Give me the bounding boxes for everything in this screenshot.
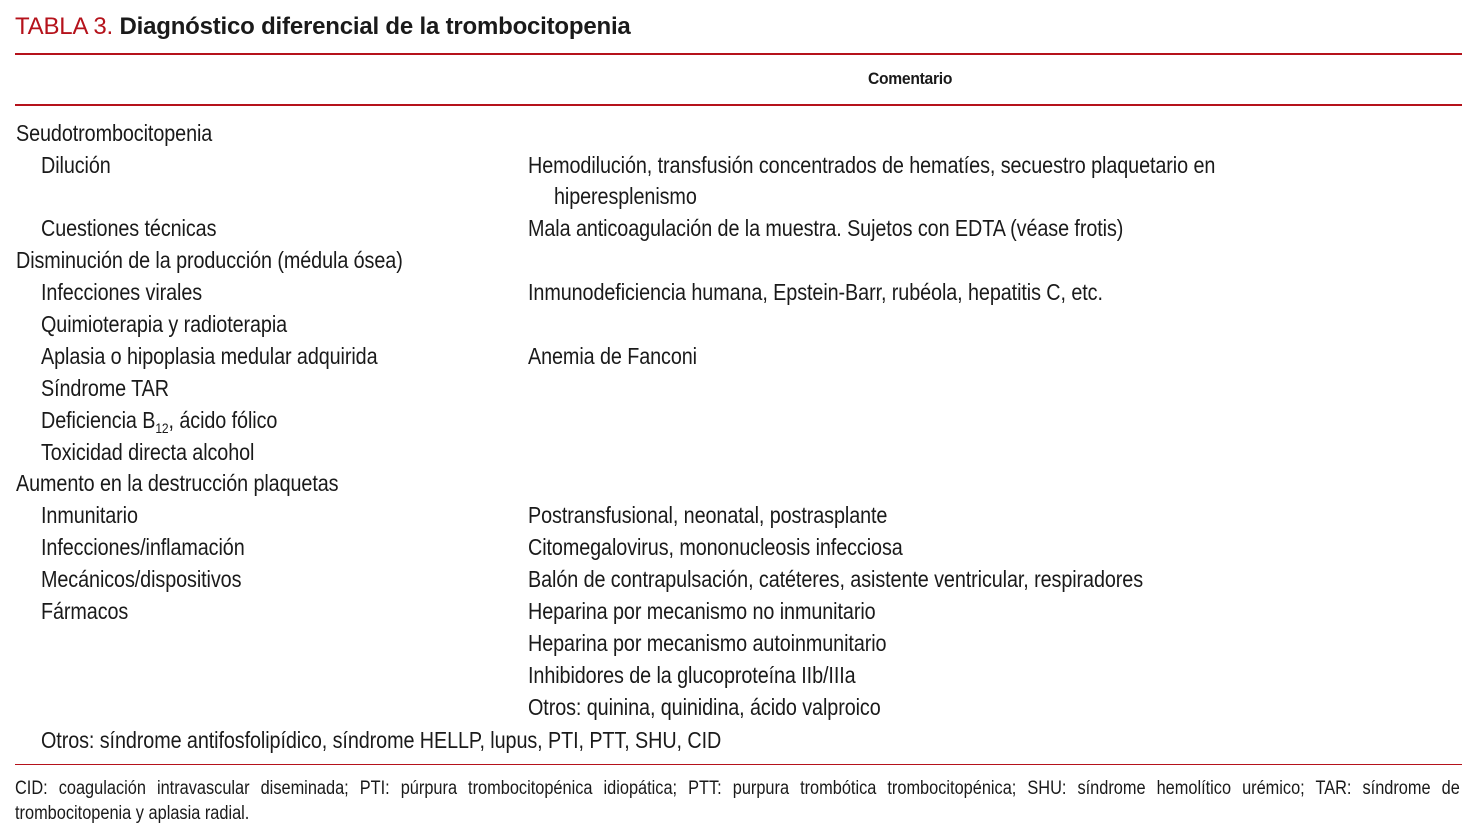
row-cause: Fármacos — [41, 598, 129, 624]
row-cause: Síndrome TAR — [41, 375, 169, 401]
row-cause: Quimioterapia y radioterapia — [41, 311, 288, 337]
row-comment: Hemodilución, transfusión concentrados de hematíes, secuestro plaquetario en — [528, 152, 1216, 178]
table-title — [15, 12, 631, 42]
row-cause: Cuestiones técnicas — [41, 215, 217, 241]
table-caption: Diagnóstico diferencial de la trombocitopenia — [119, 13, 631, 40]
row-comment: Citomegalovirus, mononucleosis infecciosa — [528, 534, 903, 560]
row-group-label: Seudotrombocitopenia — [16, 120, 213, 146]
row-comment: Inmunodeficiencia humana, Epstein-Barr, rubéola, hepatitis C, etc. — [528, 279, 1103, 305]
row-comment: Balón de contrapulsación, catéteres, asistente ventricular, respiradores — [528, 566, 1144, 592]
row-comment: Postransfusional, neonatal, postrasplante — [528, 502, 888, 528]
row-comment: Mala anticoagulación de la muestra. Sujetos con EDTA (véase frotis) — [528, 215, 1124, 241]
bottom-rule — [15, 764, 1462, 765]
row-group-label: Disminución de la producción (médula ósea) — [16, 247, 403, 273]
row-comment: Anemia de Fanconi — [528, 343, 697, 369]
top-rule — [15, 53, 1462, 55]
row-comment: Heparina por mecanismo no inmunitario — [528, 598, 876, 624]
row-cause: Otros: síndrome antifosfolipídico, síndrome HELLP, lupus, PTI, PTT, SHU, CID — [41, 727, 722, 753]
row-cause: Inmunitario — [41, 502, 138, 528]
row-group-label: Aumento en la destrucción plaquetas — [16, 470, 339, 496]
column-header-comment: Comentario — [868, 69, 953, 88]
row-cause-deficiency — [41, 404, 277, 436]
row-cause: Dilución — [41, 152, 111, 178]
table-footnote: CID: coagulación intravascular diseminada; PTI: púrpura trombocitopénica idiopática; PTT: purpura trombótica trombocitopénica; SHU: síndrome hemolítico urémico; TAR: síndrome de trombocitopenia y aplasia radial. — [15, 778, 1460, 824]
row-cause-suffix: , ácido fólico — [168, 407, 278, 433]
row-comment: Otros: quinina, quinidina, ácido valproico — [528, 694, 881, 720]
row-cause-prefix: Deficiencia B — [41, 407, 156, 433]
row-cause: Infecciones/inflamación — [41, 534, 245, 560]
row-cause: Mecánicos/dispositivos — [41, 566, 242, 592]
row-comment-continued: hiperesplenismo — [554, 183, 697, 209]
table-number: TABLA 3. — [15, 13, 114, 40]
row-cause-subscript: 12 — [155, 420, 169, 436]
row-cause: Infecciones virales — [41, 279, 203, 305]
row-comment: Inhibidores de la glucoproteína IIb/IIIa — [528, 662, 856, 688]
header-rule — [15, 104, 1462, 106]
row-cause: Toxicidad directa alcohol — [41, 439, 255, 465]
row-comment: Heparina por mecanismo autoinmunitario — [528, 630, 887, 656]
row-cause: Aplasia o hipoplasia medular adquirida — [41, 343, 378, 369]
